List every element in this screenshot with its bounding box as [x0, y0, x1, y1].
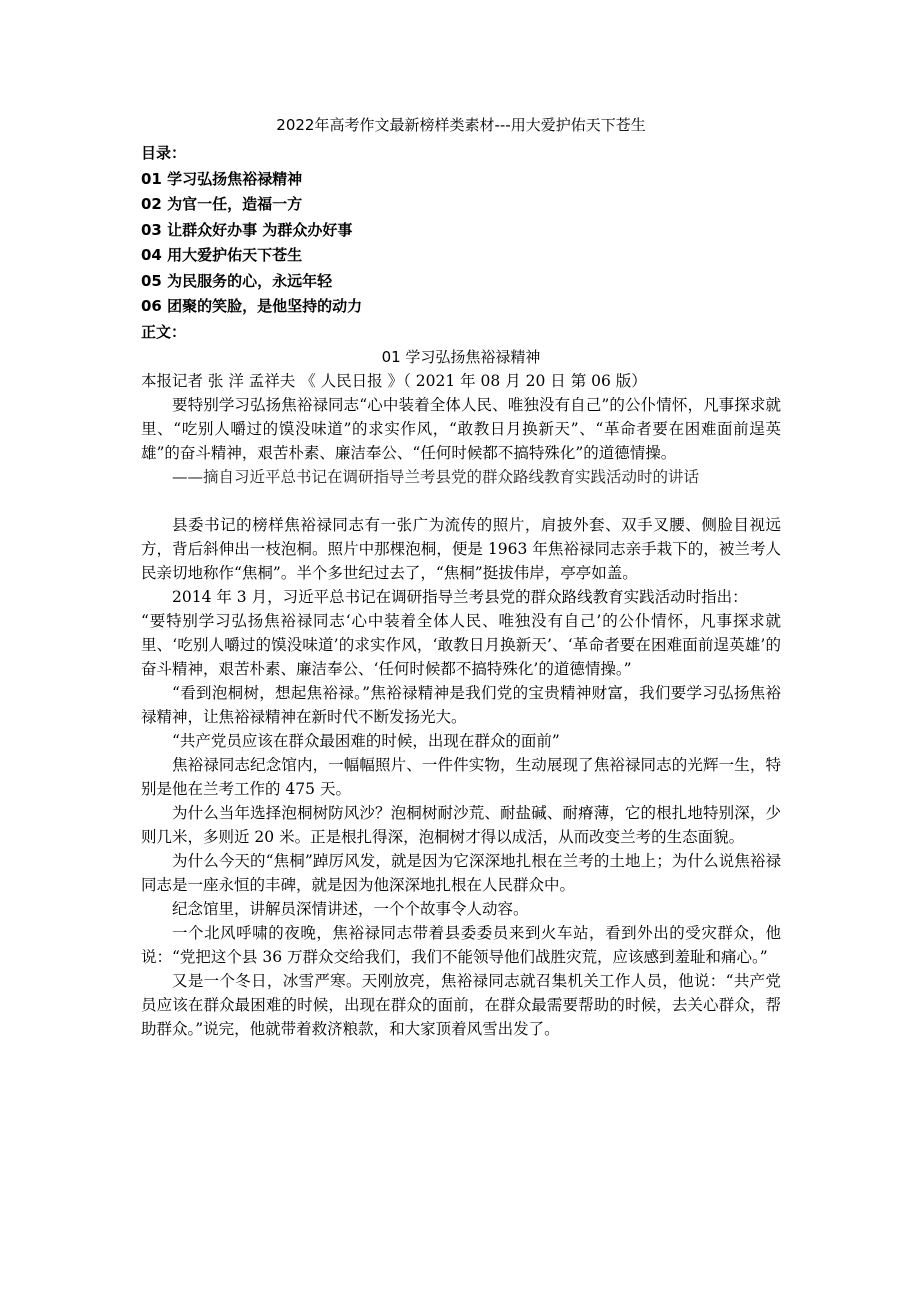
body-paragraph: “看到泡桐树，想起焦裕禄。”焦裕禄精神是我们党的宝贵精神财富，我们要学习弘扬焦裕禄精神，让焦裕禄精神在新时代不断发扬光大。: [141, 684, 781, 726]
toc-item-03: 03 让群众好办事 为群众办好事: [141, 220, 353, 239]
epigraph-quote: 要特别学习弘扬焦裕禄同志“心中装着全体人民、唯独没有自己”的公仆情怀，凡事探求就里、“吃别人嚼过的馍没味道”的求实作风，“敢教日月换新天”、“革命者要在困难面前逞英雄”的奋斗精神，艰苦朴素、廉洁奉公、“任何时候都不搞特殊化”的道德情操。: [141, 396, 781, 462]
toc-item-01: 01 学习弘扬焦裕禄精神: [141, 169, 303, 188]
body-paragraph: 焦裕禄同志纪念馆内，一幅幅照片、一件件实物，生动展现了焦裕禄同志的光辉一生，特别是他在兰考工作的 475 天。: [141, 756, 781, 798]
document-title: 2022年高考作文最新榜样类素材---用大爱护佑天下苍生: [276, 116, 646, 134]
body-paragraph: 2014 年 3 月，习近平总书记在调研指导兰考县党的群众路线教育实践活动时指出：: [172, 588, 748, 606]
toc-item-02: 02 为官一任，造福一方: [141, 195, 303, 213]
body-paragraph: 纪念馆里，讲解员深情讲述，一个个故事令人动容。: [172, 900, 529, 918]
toc-label: 目录：: [141, 144, 187, 162]
document-page: [141, 113, 781, 1041]
body-paragraph: 一个北风呼啸的夜晚，焦裕禄同志带着县委委员来到火车站，看到外出的受灾群众，他说：“党把这个县 36 万群众交给我们，我们不能领导他们战胜灾荒，应该感到羞耻和痛心。”: [141, 924, 781, 966]
section-subheading: “共产党员应该在群众最困难的时候，出现在群众的面前”: [172, 732, 560, 750]
body-paragraph: 为什么当年选择泡桐树防风沙？泡桐树耐沙荒、耐盐碱、耐瘠薄，它的根扎地特别深，少则几米，多则近 20 米。正是根扎得深，泡桐树才得以成活，从而改变兰考的生态面貌。: [141, 804, 781, 846]
toc-item-05: 05 为民服务的心，永远年轻: [141, 271, 333, 290]
epigraph-source: ——摘自习近平总书记在调研指导兰考县党的群众路线教育实践活动时的讲话: [172, 468, 700, 486]
article-byline: 本报记者 张 洋 孟祥夫 《 人民日报 》（ 2021 年 08 月 20 日 第 06 版）: [141, 372, 647, 390]
toc-item-04: 04 用大爱护佑天下苍生: [141, 246, 303, 264]
body-paragraph: 为什么今天的“焦桐”踔厉风发，就是因为它深深地扎根在兰考的土地上；为什么说焦裕禄同志是一座永恒的丰碑，就是因为他深深地扎根在人民群众中。: [141, 852, 781, 894]
body-paragraph: 又是一个冬日，冰雪严寒。天刚放亮，焦裕禄同志就召集机关工作人员，他说：“共产党员应该在群众最困难的时候，出现在群众的面前，在群众最需要帮助的时候，去关心群众，帮助群众。”说完，他就带着救济粮款，和大家顶着风雪出发了。: [141, 972, 781, 1038]
body-paragraph: “要特别学习弘扬焦裕禄同志‘心中装着全体人民、唯独没有自己’的公仆情怀，凡事探求就里、‘吃别人嚼过的馍没味道’的求实作风，‘敢教日月换新天’、‘革命者要在困难面前逞英雄’的奋斗精神，艰苦朴素、廉洁奉公、‘任何时候都不搞特殊化’的道德情操。”: [141, 612, 781, 678]
body-label: 正文：: [141, 322, 187, 341]
body-paragraph: 县委书记的榜样焦裕禄同志有一张广为流传的照片，肩披外套、双手叉腰、侧脸目视远方，背后斜伸出一枝泡桐。照片中那棵泡桐，便是 1963 年焦裕禄同志亲手栽下的，被兰考人民亲切地称作“焦桐”。半个多世纪过去了，“焦桐”挺拔伟岸，亭亭如盖。: [141, 516, 781, 582]
article-title: 01 学习弘扬焦裕禄精神: [381, 348, 541, 366]
toc-item-06: 06 团聚的笑脸，是他坚持的动力: [141, 297, 363, 315]
